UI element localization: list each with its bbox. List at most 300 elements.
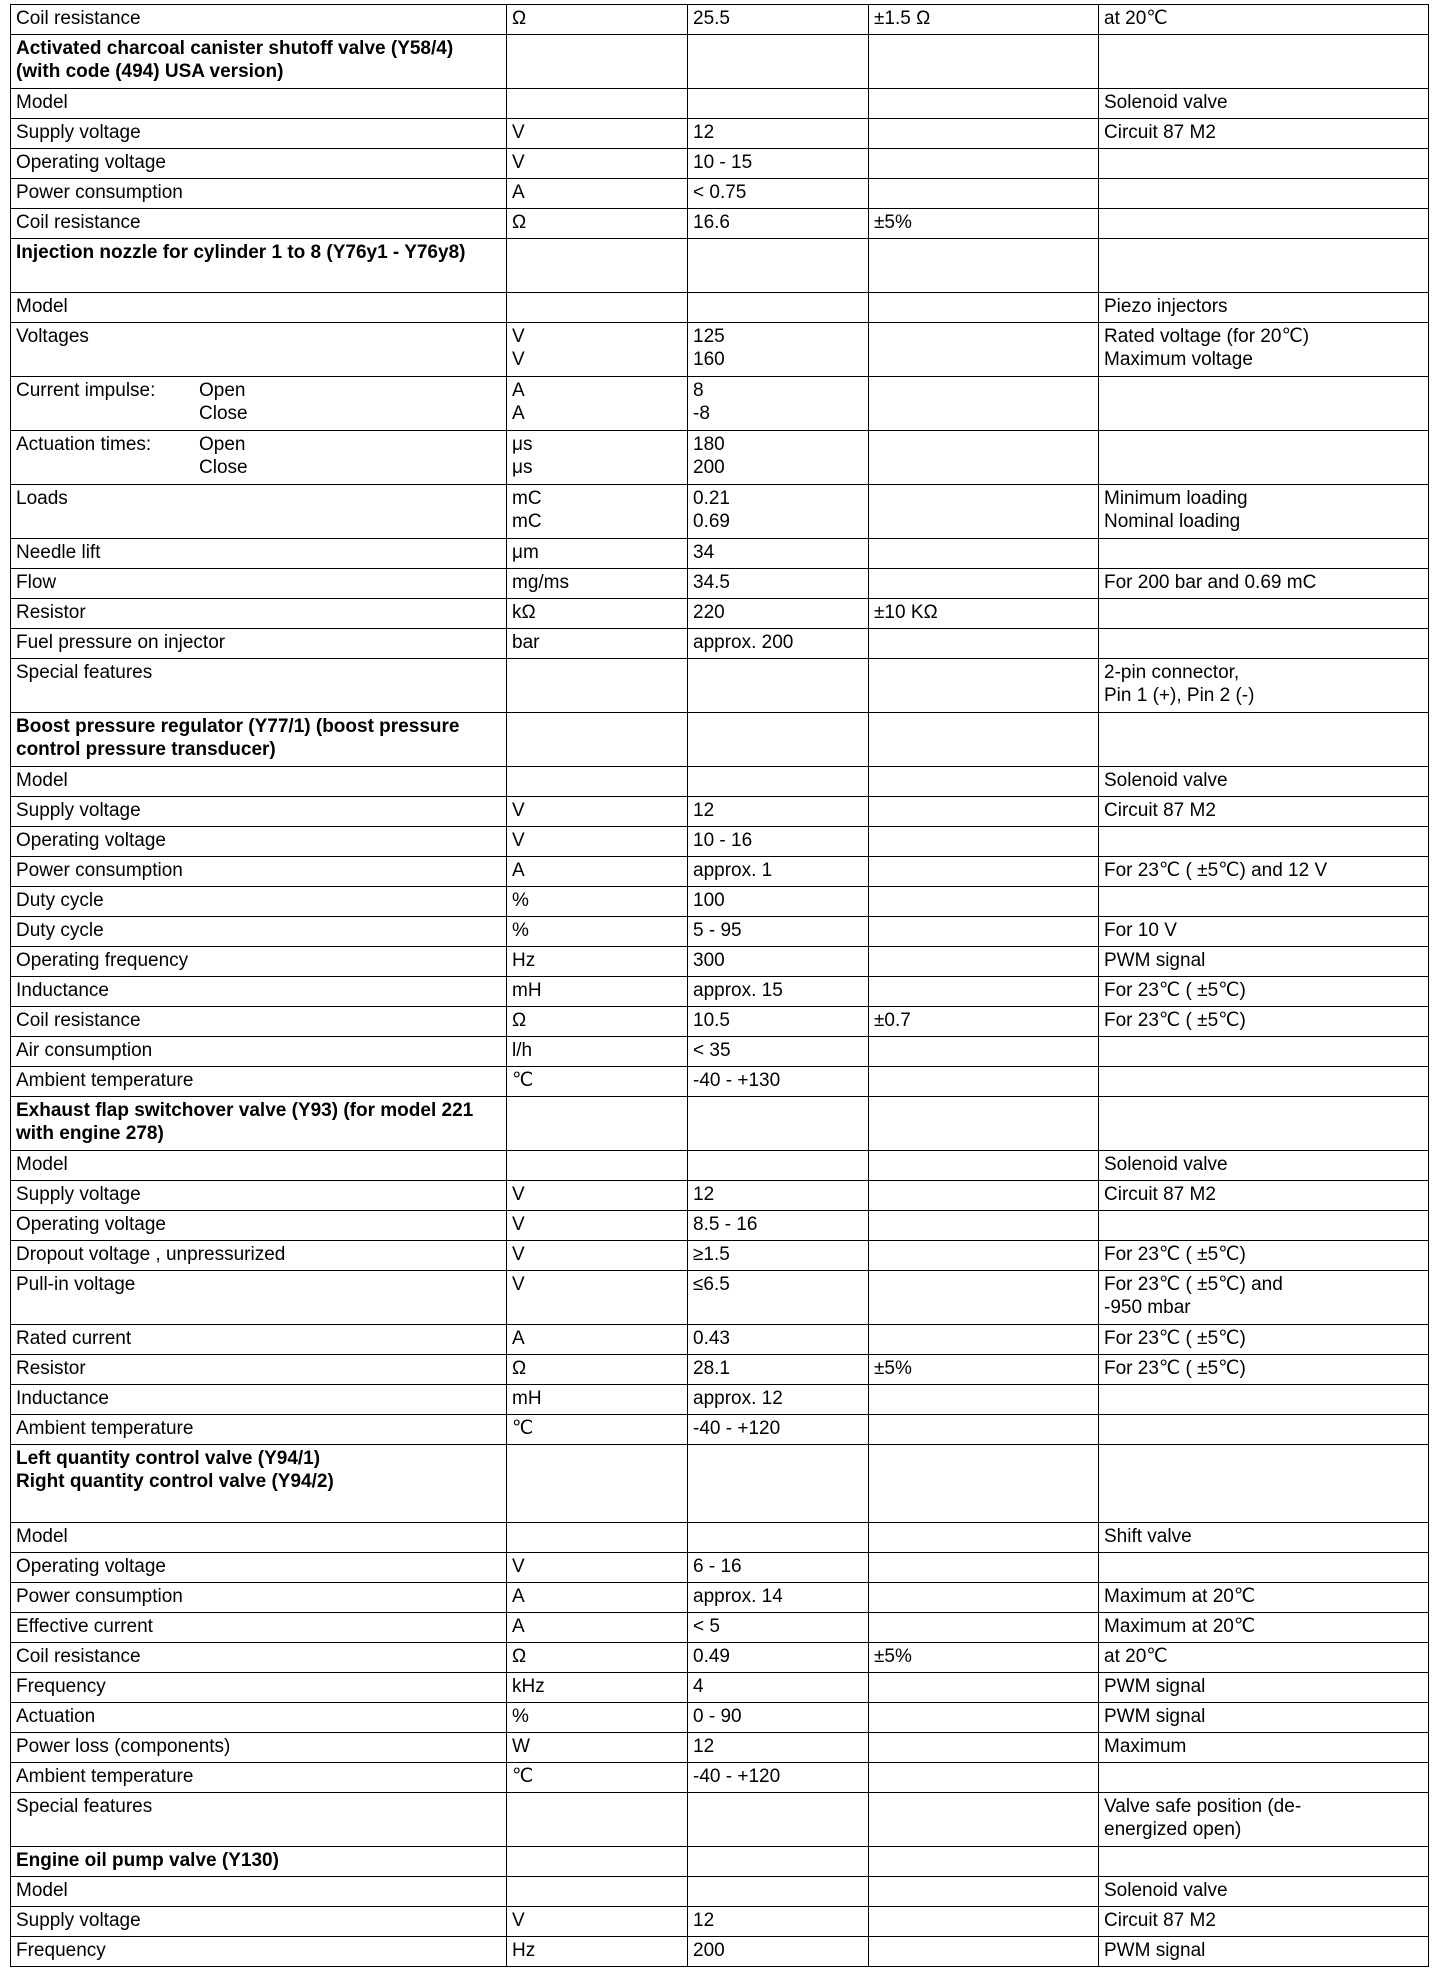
parameter-label: Ambient temperature <box>16 1766 194 1787</box>
table-row <box>11 1673 1429 1703</box>
remark-cell <box>1099 827 1429 857</box>
remark-cell <box>1099 1847 1429 1877</box>
tolerance-cell <box>869 977 1099 1007</box>
tolerance-cell <box>869 1553 1099 1583</box>
table-row <box>11 1907 1429 1937</box>
remark-cell <box>1099 1733 1429 1763</box>
table-row <box>11 1937 1429 1967</box>
parameter-cell <box>11 599 507 629</box>
table-row <box>11 1643 1429 1673</box>
value-text: approx. 14 <box>693 1586 783 1607</box>
unit-text: V <box>512 1910 525 1931</box>
value-text-line-2: -8 <box>693 403 710 424</box>
unit-text: V <box>512 326 525 347</box>
parameter-cell <box>11 1037 507 1067</box>
value-cell <box>688 1097 869 1151</box>
parameter-cell <box>11 1793 507 1847</box>
unit-text: % <box>512 920 529 941</box>
tolerance-cell <box>869 539 1099 569</box>
value-cell <box>688 293 869 323</box>
value-text: < 35 <box>693 1040 731 1061</box>
unit-text: ℃ <box>512 1070 534 1091</box>
remark-text: at 20℃ <box>1104 1646 1168 1667</box>
value-text-line-2: 200 <box>693 457 725 478</box>
parameter-label: Operating frequency <box>16 950 189 971</box>
tolerance-cell <box>869 1793 1099 1847</box>
table-row <box>11 1553 1429 1583</box>
tolerance-cell <box>869 857 1099 887</box>
table-row <box>11 797 1429 827</box>
unit-cell <box>507 659 688 713</box>
unit-cell <box>507 797 688 827</box>
remark-cell <box>1099 1763 1429 1793</box>
remark-cell <box>1099 179 1429 209</box>
parameter-label: Operating voltage <box>16 152 166 173</box>
parameter-sublabel-open: Open <box>199 380 246 401</box>
section-title: Boost pressure regulator (Y77/1) (boost pressure control pressure transducer) <box>16 716 460 760</box>
remark-cell <box>1099 797 1429 827</box>
unit-cell <box>507 1877 688 1907</box>
table-row <box>11 119 1429 149</box>
value-text: 4 <box>693 1676 704 1697</box>
parameter-label: Power loss (components) <box>16 1736 231 1757</box>
table-row <box>11 1151 1429 1181</box>
parameter-cell <box>11 659 507 713</box>
remark-cell <box>1099 1067 1429 1097</box>
remark-text: PWM signal <box>1104 1706 1206 1727</box>
parameter-cell <box>11 1355 507 1385</box>
section-title: Activated charcoal canister shutoff valve (Y58/4) (with code (494) USA version) <box>16 38 454 82</box>
remark-cell <box>1099 569 1429 599</box>
unit-cell <box>507 377 688 431</box>
section-title-cell <box>11 35 507 89</box>
parameter-cell <box>11 947 507 977</box>
value-text: 5 - 95 <box>693 920 742 941</box>
unit-cell <box>507 293 688 323</box>
tolerance-cell <box>869 1385 1099 1415</box>
unit-cell <box>507 1553 688 1583</box>
value-text: 220 <box>693 602 725 623</box>
unit-text: Hz <box>512 1940 536 1961</box>
unit-cell <box>507 1673 688 1703</box>
value-cell <box>688 1643 869 1673</box>
table-row <box>11 1325 1429 1355</box>
remark-text: For 23℃ ( ±5℃) and <box>1104 1274 1283 1295</box>
remark-cell <box>1099 1151 1429 1181</box>
value-text: approx. 200 <box>693 632 794 653</box>
unit-cell <box>507 1151 688 1181</box>
remark-cell <box>1099 1553 1429 1583</box>
value-text: 10 - 15 <box>693 152 753 173</box>
unit-text: A <box>512 1616 525 1637</box>
parameter-cell <box>11 1583 507 1613</box>
unit-cell <box>507 977 688 1007</box>
value-cell <box>688 1385 869 1415</box>
tolerance-cell <box>869 149 1099 179</box>
value-cell <box>688 377 869 431</box>
value-cell <box>688 239 869 293</box>
parameter-label: Actuation times: <box>16 434 152 455</box>
parameter-cell <box>11 1271 507 1325</box>
value-cell <box>688 569 869 599</box>
remark-text: PWM signal <box>1104 1940 1206 1961</box>
unit-text: V <box>512 122 525 143</box>
value-cell <box>688 431 869 485</box>
tolerance-cell <box>869 629 1099 659</box>
value-text: 34 <box>693 542 715 563</box>
unit-text: kΩ <box>512 602 536 623</box>
value-text: 16.6 <box>693 212 730 233</box>
tolerance-cell <box>869 209 1099 239</box>
parameter-cell <box>11 119 507 149</box>
remark-text: Rated voltage (for 20℃) <box>1104 326 1310 347</box>
unit-cell <box>507 1007 688 1037</box>
remark-cell <box>1099 1907 1429 1937</box>
remark-text: Circuit 87 M2 <box>1104 122 1216 143</box>
table-row <box>11 539 1429 569</box>
parameter-label: Needle lift <box>16 542 101 563</box>
parameter-label: Loads <box>16 488 68 509</box>
value-text: 0 - 90 <box>693 1706 742 1727</box>
table-row <box>11 5 1429 35</box>
unit-text: μs <box>512 434 533 455</box>
tolerance-cell <box>869 947 1099 977</box>
value-text: 0.43 <box>693 1328 730 1349</box>
parameter-label: Model <box>16 92 68 113</box>
parameter-cell <box>11 1007 507 1037</box>
unit-cell <box>507 1211 688 1241</box>
unit-text: Ω <box>512 8 527 29</box>
value-cell <box>688 1271 869 1325</box>
parameter-label: Duty cycle <box>16 920 104 941</box>
section-header-row <box>11 239 1429 293</box>
remark-cell <box>1099 1241 1429 1271</box>
value-cell <box>688 5 869 35</box>
parameter-cell <box>11 485 507 539</box>
value-cell <box>688 539 869 569</box>
tolerance-cell <box>869 917 1099 947</box>
parameter-label: Inductance <box>16 1388 109 1409</box>
table-row <box>11 599 1429 629</box>
tolerance-cell <box>869 599 1099 629</box>
unit-cell <box>507 1793 688 1847</box>
unit-cell <box>507 1037 688 1067</box>
value-cell <box>688 1445 869 1523</box>
parameter-label: Special features <box>16 1796 153 1817</box>
unit-cell <box>507 1385 688 1415</box>
unit-text-line-2: μs <box>512 457 533 478</box>
unit-text: l/h <box>512 1040 533 1061</box>
unit-text: % <box>512 1706 529 1727</box>
remark-cell <box>1099 1703 1429 1733</box>
parameter-sublabel-close: Close <box>199 403 248 424</box>
parameter-label: Current impulse: <box>16 380 156 401</box>
remark-cell <box>1099 1793 1429 1847</box>
tolerance-cell <box>869 1847 1099 1877</box>
value-cell <box>688 977 869 1007</box>
tolerance-cell <box>869 1643 1099 1673</box>
tolerance-cell <box>869 1097 1099 1151</box>
remark-cell <box>1099 1181 1429 1211</box>
table-row <box>11 293 1429 323</box>
value-text: 8.5 - 16 <box>693 1214 758 1235</box>
remark-cell <box>1099 629 1429 659</box>
unit-text: V <box>512 1244 525 1265</box>
unit-text-line-2: V <box>512 349 525 370</box>
value-text: 6 - 16 <box>693 1556 742 1577</box>
unit-text: V <box>512 152 525 173</box>
parameter-cell <box>11 797 507 827</box>
unit-text: kHz <box>512 1676 545 1697</box>
table-row <box>11 1241 1429 1271</box>
parameter-label: Special features <box>16 662 153 683</box>
remark-text-line-2: Nominal loading <box>1104 511 1241 532</box>
tolerance-cell <box>869 5 1099 35</box>
remark-text-line-2: Pin 1 (+), Pin 2 (-) <box>1104 685 1255 706</box>
unit-cell <box>507 1523 688 1553</box>
value-text: approx. 12 <box>693 1388 783 1409</box>
parameter-label: Power consumption <box>16 1586 183 1607</box>
unit-cell <box>507 917 688 947</box>
parameter-cell <box>11 377 507 431</box>
table-row <box>11 1037 1429 1067</box>
parameter-cell <box>11 827 507 857</box>
value-cell <box>688 1877 869 1907</box>
parameter-label: Model <box>16 1526 68 1547</box>
unit-text: Ω <box>512 1010 527 1031</box>
value-cell <box>688 1007 869 1037</box>
section-title-cell <box>11 1097 507 1151</box>
value-cell <box>688 1523 869 1553</box>
remark-cell <box>1099 539 1429 569</box>
section-title: Engine oil pump valve (Y130) <box>16 1850 279 1871</box>
tolerance-text: ±0.7 <box>874 1010 911 1031</box>
remark-cell <box>1099 5 1429 35</box>
parameter-cell <box>11 767 507 797</box>
remark-text: Solenoid valve <box>1104 1880 1228 1901</box>
table-row <box>11 1271 1429 1325</box>
section-header-row <box>11 35 1429 89</box>
value-text: 10.5 <box>693 1010 730 1031</box>
tolerance-cell <box>869 1007 1099 1037</box>
unit-text: mg/ms <box>512 572 569 593</box>
unit-text: A <box>512 1586 525 1607</box>
parameter-label: Dropout voltage , unpressurized <box>16 1244 286 1265</box>
tolerance-cell <box>869 1673 1099 1703</box>
parameter-label: Supply voltage <box>16 1184 141 1205</box>
parameter-cell <box>11 917 507 947</box>
remark-cell <box>1099 1937 1429 1967</box>
tolerance-text: ±1.5 Ω <box>874 8 931 29</box>
remark-text: For 23℃ ( ±5℃) <box>1104 1244 1246 1265</box>
unit-cell <box>507 569 688 599</box>
parameter-cell <box>11 149 507 179</box>
value-text: 12 <box>693 1910 715 1931</box>
value-text: 12 <box>693 1184 715 1205</box>
remark-cell <box>1099 323 1429 377</box>
parameter-label: Operating voltage <box>16 1214 166 1235</box>
parameter-label: Model <box>16 296 68 317</box>
section-title-cell <box>11 239 507 293</box>
remark-text: Shift valve <box>1104 1526 1192 1547</box>
value-cell <box>688 1241 869 1271</box>
unit-text: A <box>512 380 525 401</box>
remark-text: Solenoid valve <box>1104 1154 1228 1175</box>
parameter-label: Rated current <box>16 1328 132 1349</box>
value-cell <box>688 857 869 887</box>
value-cell <box>688 179 869 209</box>
tolerance-cell <box>869 1523 1099 1553</box>
unit-cell <box>507 767 688 797</box>
tolerance-cell <box>869 1703 1099 1733</box>
section-header-row <box>11 1097 1429 1151</box>
unit-cell <box>507 1241 688 1271</box>
value-cell <box>688 1067 869 1097</box>
table-row <box>11 1703 1429 1733</box>
tolerance-cell <box>869 1271 1099 1325</box>
unit-cell <box>507 827 688 857</box>
unit-cell <box>507 539 688 569</box>
parameter-label: Operating voltage <box>16 1556 166 1577</box>
parameter-label: Air consumption <box>16 1040 153 1061</box>
table-row <box>11 1763 1429 1793</box>
remark-cell <box>1099 1385 1429 1415</box>
parameter-sublabel-close: Close <box>199 457 248 478</box>
section-title: Injection nozzle for cylinder 1 to 8 (Y76y1 - Y76y8) <box>16 242 466 263</box>
remark-cell <box>1099 1007 1429 1037</box>
value-text: 10 - 16 <box>693 830 753 851</box>
value-cell <box>688 89 869 119</box>
remark-cell <box>1099 1673 1429 1703</box>
remark-text: For 23℃ ( ±5℃) <box>1104 980 1246 1001</box>
tolerance-cell <box>869 713 1099 767</box>
table-row <box>11 1613 1429 1643</box>
section-header-row <box>11 1847 1429 1877</box>
tolerance-cell <box>869 377 1099 431</box>
tolerance-text: ±10 KΩ <box>874 602 938 623</box>
parameter-cell <box>11 1181 507 1211</box>
parameter-cell <box>11 569 507 599</box>
remark-cell <box>1099 1415 1429 1445</box>
remark-text: Solenoid valve <box>1104 92 1228 113</box>
tolerance-cell <box>869 1733 1099 1763</box>
parameter-label: Frequency <box>16 1676 106 1697</box>
remark-text-line-2: Maximum voltage <box>1104 349 1253 370</box>
value-cell <box>688 323 869 377</box>
unit-text: ℃ <box>512 1418 534 1439</box>
parameter-label: Actuation <box>16 1706 96 1727</box>
parameter-cell <box>11 431 507 485</box>
section-title-cell <box>11 1445 507 1523</box>
remark-text: 2-pin connector, <box>1104 662 1240 683</box>
value-cell <box>688 35 869 89</box>
parameter-label: Pull-in voltage <box>16 1274 136 1295</box>
tolerance-cell <box>869 1583 1099 1613</box>
tolerance-cell <box>869 1877 1099 1907</box>
unit-text: Hz <box>512 950 536 971</box>
unit-cell <box>507 1067 688 1097</box>
remark-text-line-2: -950 mbar <box>1104 1297 1191 1318</box>
remark-text: For 23℃ ( ±5℃) <box>1104 1358 1246 1379</box>
remark-text: For 200 bar and 0.69 mC <box>1104 572 1317 593</box>
table-row <box>11 1067 1429 1097</box>
tolerance-cell <box>869 485 1099 539</box>
parameter-label: Inductance <box>16 980 109 1001</box>
remark-cell <box>1099 1445 1429 1523</box>
table-row <box>11 887 1429 917</box>
value-cell <box>688 1763 869 1793</box>
tolerance-cell <box>869 293 1099 323</box>
value-text: -40 - +120 <box>693 1418 781 1439</box>
table-row <box>11 1877 1429 1907</box>
unit-text: V <box>512 830 525 851</box>
value-text: approx. 15 <box>693 980 783 1001</box>
section-title: Left quantity control valve (Y94/1) <box>16 1448 321 1469</box>
value-cell <box>688 209 869 239</box>
tolerance-text: ±5% <box>874 1646 912 1667</box>
table-row <box>11 947 1429 977</box>
tolerance-cell <box>869 1613 1099 1643</box>
tolerance-cell <box>869 323 1099 377</box>
value-cell <box>688 887 869 917</box>
remark-cell <box>1099 713 1429 767</box>
tolerance-cell <box>869 119 1099 149</box>
parameter-label: Fuel pressure on injector <box>16 632 226 653</box>
parameter-cell <box>11 1325 507 1355</box>
table-row <box>11 323 1429 377</box>
value-text: 0.49 <box>693 1646 730 1667</box>
unit-text: Ω <box>512 212 527 233</box>
tolerance-cell <box>869 767 1099 797</box>
remark-text: at 20℃ <box>1104 8 1168 29</box>
value-cell <box>688 1355 869 1385</box>
value-text: 12 <box>693 122 715 143</box>
parameter-cell <box>11 1733 507 1763</box>
remark-cell <box>1099 119 1429 149</box>
parameter-label: Resistor <box>16 1358 86 1379</box>
remark-text: Minimum loading <box>1104 488 1248 509</box>
value-cell <box>688 1037 869 1067</box>
tolerance-cell <box>869 1211 1099 1241</box>
value-text: 300 <box>693 950 725 971</box>
unit-cell <box>507 1415 688 1445</box>
remark-cell <box>1099 1877 1429 1907</box>
parameter-cell <box>11 5 507 35</box>
unit-text: V <box>512 1184 525 1205</box>
value-text: 100 <box>693 890 725 911</box>
table-row <box>11 1415 1429 1445</box>
tolerance-text: ±5% <box>874 1358 912 1379</box>
value-text: 125 <box>693 326 725 347</box>
parameter-label: Power consumption <box>16 182 183 203</box>
table-row <box>11 857 1429 887</box>
parameter-label: Supply voltage <box>16 800 141 821</box>
value-cell <box>688 1583 869 1613</box>
unit-text: V <box>512 1214 525 1235</box>
remark-cell <box>1099 599 1429 629</box>
value-cell <box>688 713 869 767</box>
table-row <box>11 377 1429 431</box>
remark-cell <box>1099 377 1429 431</box>
remark-cell <box>1099 35 1429 89</box>
remark-cell <box>1099 1643 1429 1673</box>
value-text: ≥1.5 <box>693 1244 730 1265</box>
parameter-cell <box>11 977 507 1007</box>
value-text: 25.5 <box>693 8 730 29</box>
remark-text: Maximum at 20℃ <box>1104 1616 1256 1637</box>
unit-cell <box>507 1097 688 1151</box>
unit-cell <box>507 599 688 629</box>
